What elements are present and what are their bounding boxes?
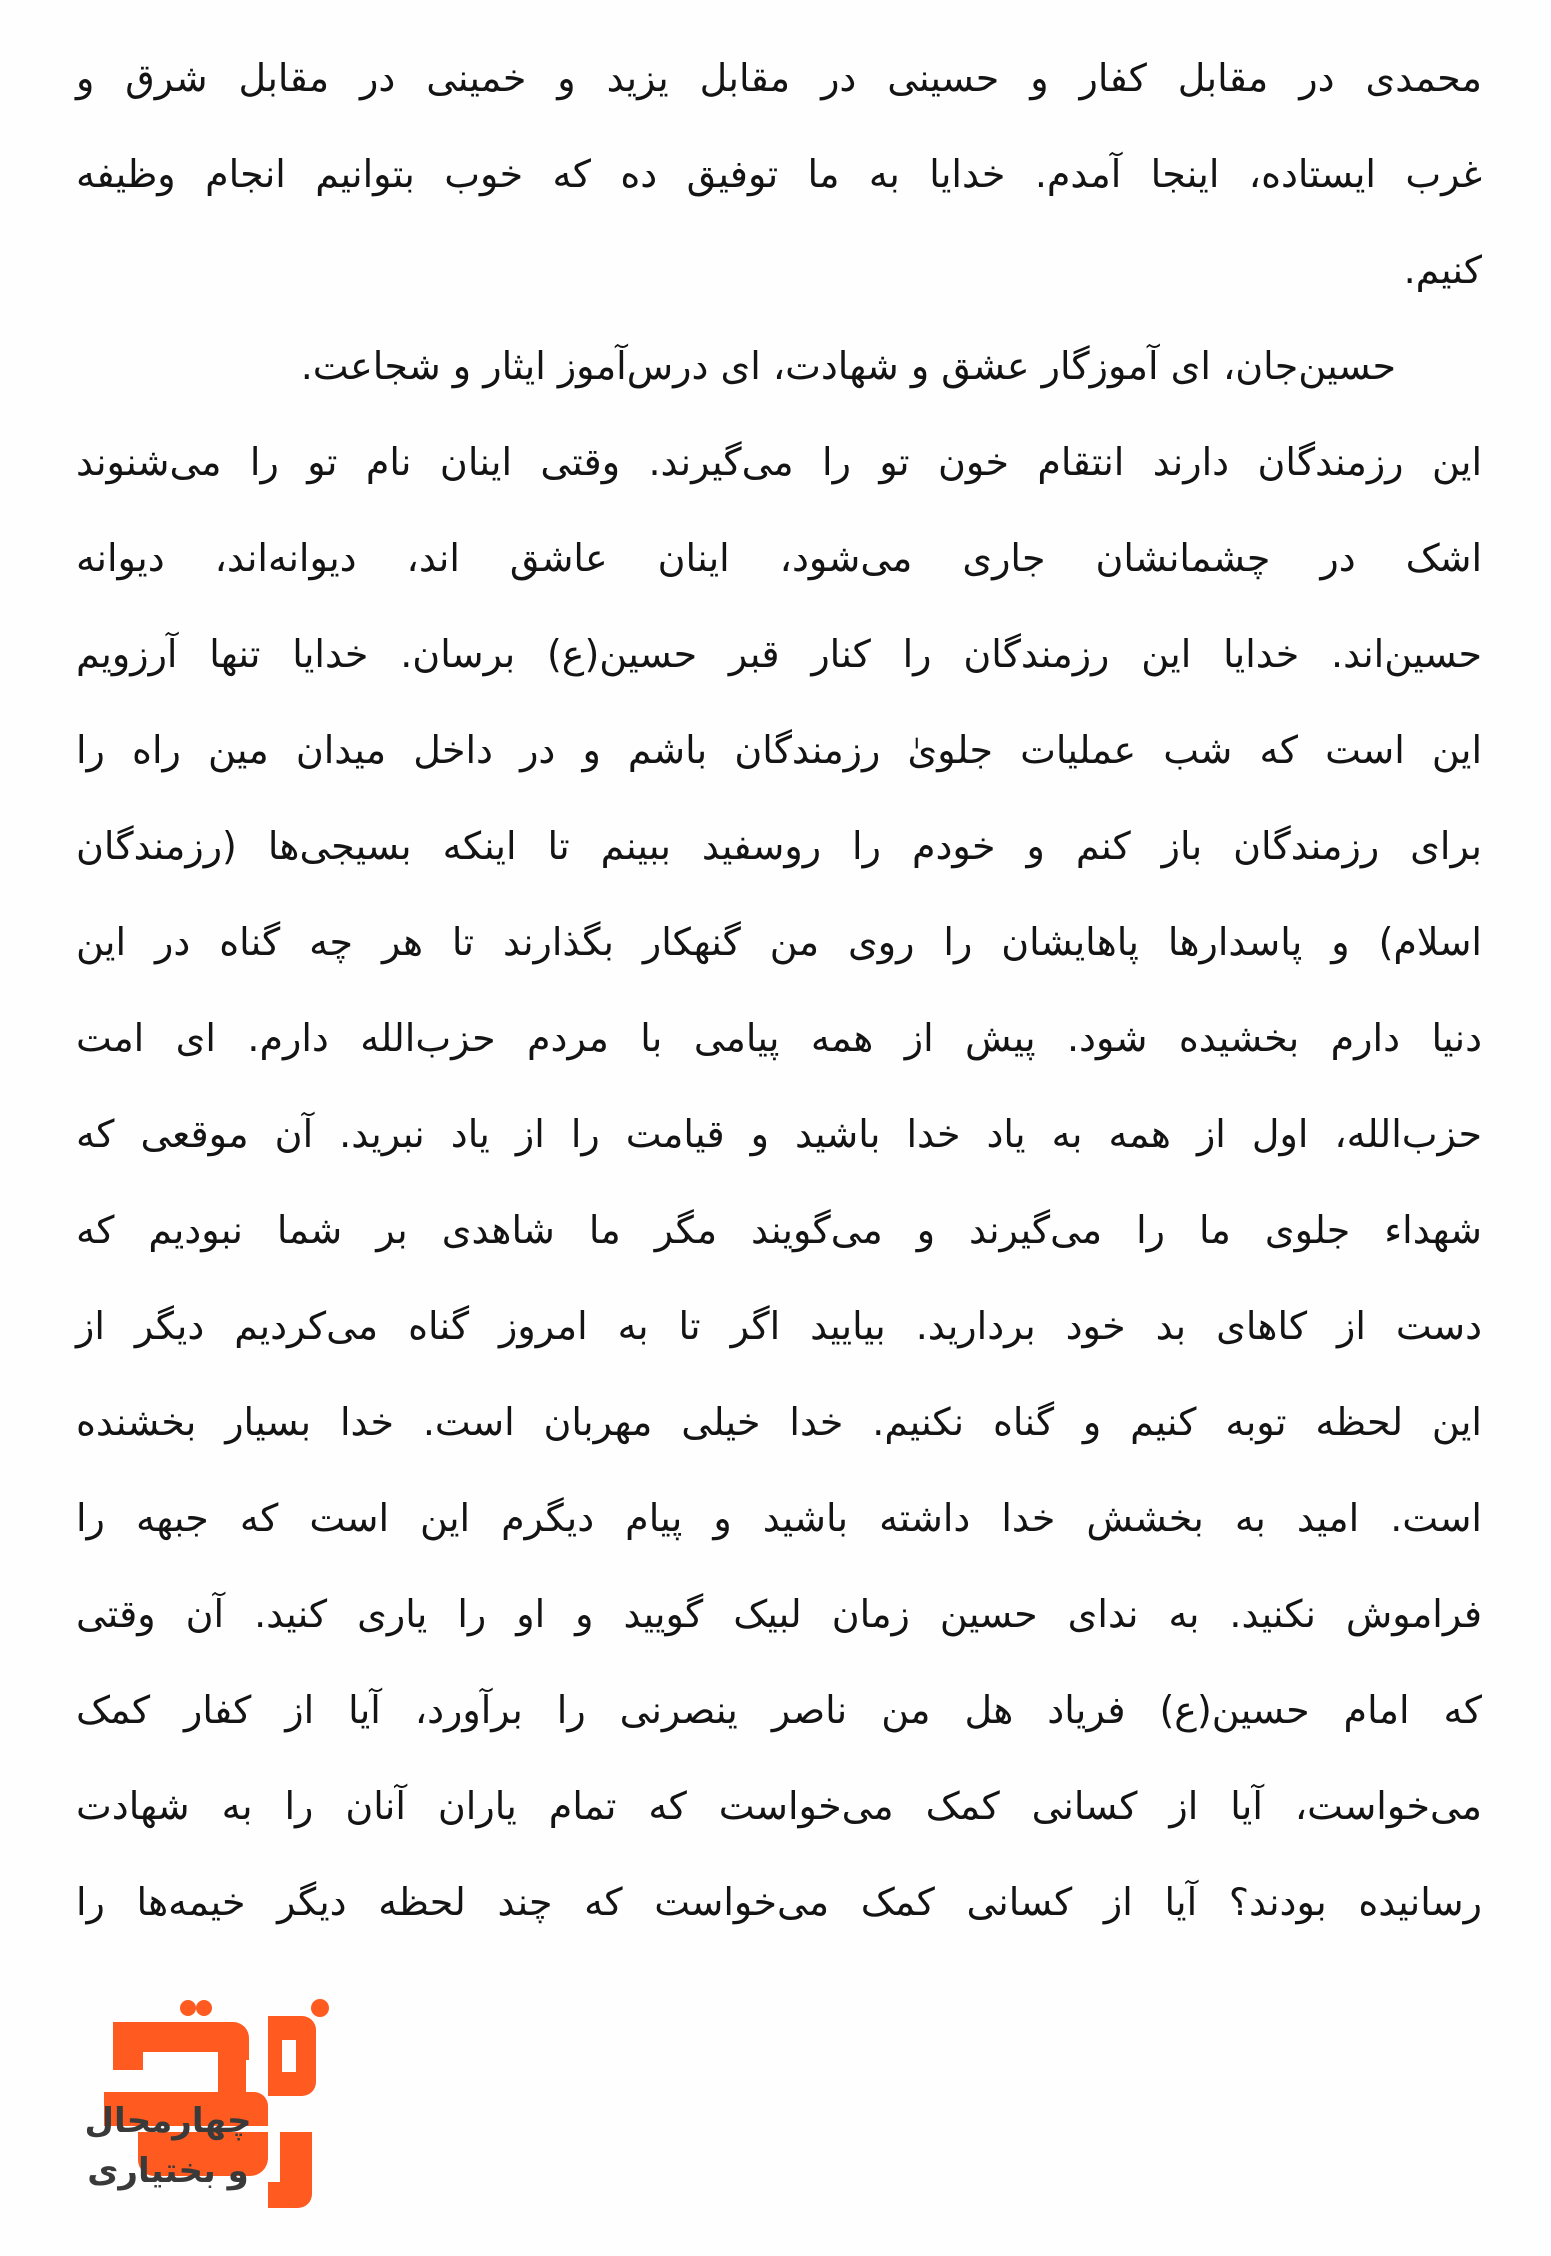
text-line: اشک در چشمانشان جاری می‌شود، اینان عاشق اند، دیوانه‌اند، دیوانه xyxy=(76,536,1482,580)
text-line: دنیا دارم بخشیده شود. پیش از همه پیامی با مردم حزب‌الله دارم. ای امت xyxy=(76,1016,1482,1060)
text-line: که امام حسین(ع) فریاد هل من ناصر ینصرنی را برآورد، آیا از کفار کمک xyxy=(76,1688,1482,1732)
text-line: غرب ایستاده، اینجا آمدم. خدایا به ما توفیق ده که خوب بتوانیم انجام وظیفه xyxy=(76,152,1482,196)
text-line: این است که شب عملیات جلویٰ رزمندگان باشم و در داخل میدان مین راه را xyxy=(76,728,1482,772)
document-body xyxy=(76,30,1482,2046)
text-line: می‌خواست، آیا از کسانی کمک می‌خواست که تمام یاران آنان را به شهادت xyxy=(76,1784,1482,1828)
logo-sub-text-2: و بختیاری xyxy=(87,2151,249,2191)
text-line: برای رزمندگان باز کنم و خودم را روسفید ببینم تا اینکه بسیجی‌ها (رزمندگان xyxy=(76,824,1482,868)
text-line: حزب‌الله، اول از همه به یاد خدا باشید و قیامت را از یاد نبرید. آن موقعی که xyxy=(76,1112,1482,1156)
text-line: فراموش نکنید. به ندای حسین زمان لبیک گویید و او را یاری کنید. آن وقتی xyxy=(76,1592,1482,1636)
logo-sub-text-1: چهارمحال xyxy=(84,2101,252,2141)
text-line: اسلام) و پاسدارها پاهایشان را روی من گنهکار بگذارند تا هر چه گناه در این xyxy=(76,920,1482,964)
text-line: این رزمندگان دارند انتقام خون تو را می‌گیرند. وقتی اینان نام تو را می‌شنوند xyxy=(76,440,1482,484)
text-line: شهداء جلوی ما را می‌گیرند و می‌گویند مگر ما شاهدی بر شما نبودیم که xyxy=(76,1208,1482,1252)
text-line: محمدی در مقابل کفار و حسینی در مقابل یزید و خمینی در مقابل شرق و xyxy=(76,56,1482,100)
text-line: است. امید به بخشش خدا داشته باشید و پیام دیگرم این است که جبهه را xyxy=(76,1496,1482,1540)
logo-main-text: نوید شاهد xyxy=(18,1982,23,1983)
text-line: حسین‌جان، ای آموزگار عشق و شهادت، ای درس‌آموز ایثار و شجاعت. xyxy=(300,344,1396,388)
text-line: حسین‌اند. خدایا این رزمندگان را کنار قبر حسین(ع) برسان. خدایا تنها آرزویم xyxy=(76,632,1482,676)
text-line: دست از کاهای بد خود بردارید. بیایید اگر تا به امروز گناه می‌کردیم دیگر از xyxy=(76,1304,1482,1348)
text-line: کنیم. xyxy=(1403,248,1482,292)
navid-shahed-logo-icon xyxy=(18,1982,348,2232)
text-line: رسانیده بودند؟ آیا از کسانی کمک می‌خواست که چند لحظه دیگر خیمه‌ها را xyxy=(76,1880,1482,1924)
text-line: این لحظه توبه کنیم و گناه نکنیم. خدا خیلی مهربان است. خدا بسیار بخشنده xyxy=(76,1400,1482,1444)
